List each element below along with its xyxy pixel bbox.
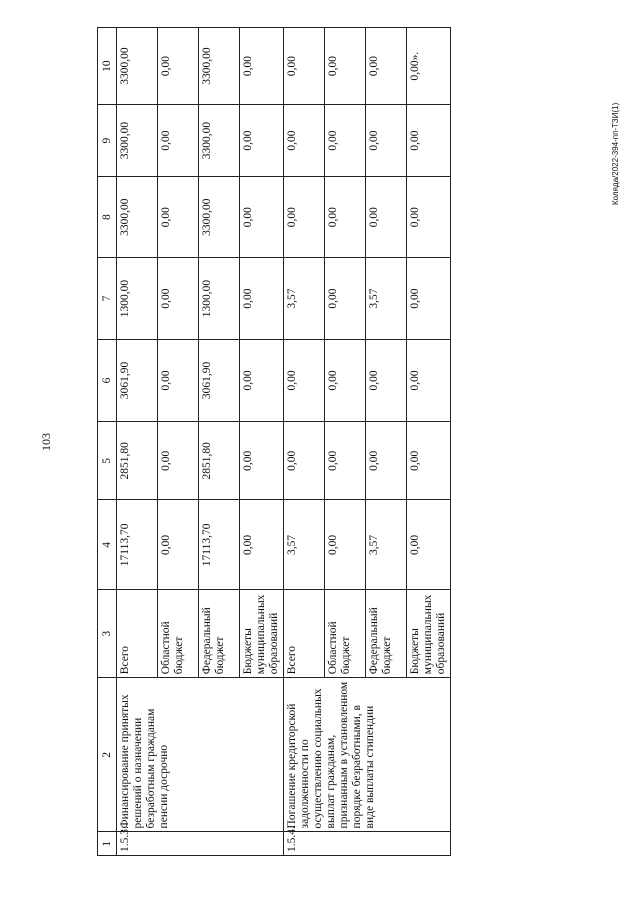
table-row [117, 28, 158, 856]
item-description: Погашение кредиторской задолженности по осуществлению социальных выплат гражданам, признанным в установленном порядке безработными, в виде выплаты стипендии [284, 678, 451, 832]
amount-cell: 2851,80 [199, 422, 240, 500]
amount-cell: 0,00 [366, 176, 407, 257]
amount-cell: 3,57 [366, 500, 407, 590]
amount-cell: 0,00 [240, 258, 284, 339]
amount-cell: 3,57 [284, 258, 325, 339]
amount-cell: 0,00 [284, 339, 325, 421]
column-number-8: 8 [98, 176, 117, 257]
amount-cell: 0,00 [366, 422, 407, 500]
amount-cell: 0,00». [407, 28, 451, 105]
amount-cell: 0,00 [240, 422, 284, 500]
funding-source: Бюджеты муниципальных образований [407, 590, 451, 678]
table-row [284, 28, 325, 856]
amount-cell: 0,00 [240, 28, 284, 105]
column-number-2: 2 [98, 678, 117, 832]
amount-cell: 0,00 [407, 258, 451, 339]
amount-cell: 3300,00 [117, 28, 158, 105]
item-number: 1.5.4. [284, 832, 451, 856]
amount-cell: 0,00 [284, 28, 325, 105]
amount-cell: 2851,80 [117, 422, 158, 500]
amount-cell: 0,00 [240, 500, 284, 590]
amount-cell: 0,00 [325, 105, 366, 177]
amount-cell: 3300,00 [117, 176, 158, 257]
document-code: Коляда/2022-394-пп-ТЗИ(1) [611, 102, 620, 205]
amount-cell: 0,00 [240, 105, 284, 177]
amount-cell: 3300,00 [199, 176, 240, 257]
amount-cell: 0,00 [407, 422, 451, 500]
budget-table-rotated [97, 27, 447, 856]
header-row [98, 28, 117, 856]
funding-source: Областной бюджет [158, 590, 199, 678]
amount-cell: 0,00 [284, 176, 325, 257]
amount-cell: 0,00 [158, 176, 199, 257]
amount-cell: 0,00 [325, 339, 366, 421]
amount-cell: 17113,70 [199, 500, 240, 590]
amount-cell: 0,00 [407, 500, 451, 590]
column-number-7: 7 [98, 258, 117, 339]
amount-cell: 0,00 [240, 176, 284, 257]
amount-cell: 0,00 [366, 105, 407, 177]
column-number-6: 6 [98, 339, 117, 421]
funding-source: Всего [284, 590, 325, 678]
amount-cell: 1300,00 [117, 258, 158, 339]
amount-cell: 0,00 [158, 258, 199, 339]
amount-cell: 3061,90 [117, 339, 158, 421]
amount-cell: 0,00 [325, 500, 366, 590]
item-number: 1.5.3. [117, 832, 284, 856]
funding-source: Федеральный бюджет [199, 590, 240, 678]
amount-cell: 3300,00 [199, 28, 240, 105]
amount-cell: 0,00 [407, 105, 451, 177]
funding-source: Бюджеты муниципальных образований [240, 590, 284, 678]
amount-cell: 0,00 [407, 339, 451, 421]
amount-cell: 1300,00 [199, 258, 240, 339]
column-number-9: 9 [98, 105, 117, 177]
page-number: 103 [39, 433, 53, 451]
amount-cell: 3,57 [366, 258, 407, 339]
amount-cell: 0,00 [284, 105, 325, 177]
amount-cell: 0,00 [325, 422, 366, 500]
amount-cell: 0,00 [240, 339, 284, 421]
column-number-3: 3 [98, 590, 117, 678]
funding-source: Областной бюджет [325, 590, 366, 678]
funding-source: Всего [117, 590, 158, 678]
amount-cell: 0,00 [366, 339, 407, 421]
amount-cell: 0,00 [366, 28, 407, 105]
amount-cell: 0,00 [325, 28, 366, 105]
amount-cell: 3300,00 [199, 105, 240, 177]
column-number-10: 10 [98, 28, 117, 105]
funding-source: Федеральный бюджет [366, 590, 407, 678]
column-number-4: 4 [98, 500, 117, 590]
amount-cell: 0,00 [158, 339, 199, 421]
amount-cell: 0,00 [158, 28, 199, 105]
amount-cell: 0,00 [407, 176, 451, 257]
amount-cell: 0,00 [158, 422, 199, 500]
amount-cell: 0,00 [325, 176, 366, 257]
amount-cell: 3,57 [284, 500, 325, 590]
amount-cell: 0,00 [325, 258, 366, 339]
amount-cell: 0,00 [284, 422, 325, 500]
amount-cell: 0,00 [158, 500, 199, 590]
budget-table-body [98, 28, 451, 856]
amount-cell: 3300,00 [117, 105, 158, 177]
item-description: Финансирование принятых решений о назначении безработным гражданам пенсии досрочно [117, 678, 284, 832]
budget-table [97, 27, 451, 856]
amount-cell: 3061,90 [199, 339, 240, 421]
amount-cell: 17113,70 [117, 500, 158, 590]
column-number-5: 5 [98, 422, 117, 500]
column-number-1: 1 [98, 832, 117, 856]
amount-cell: 0,00 [158, 105, 199, 177]
